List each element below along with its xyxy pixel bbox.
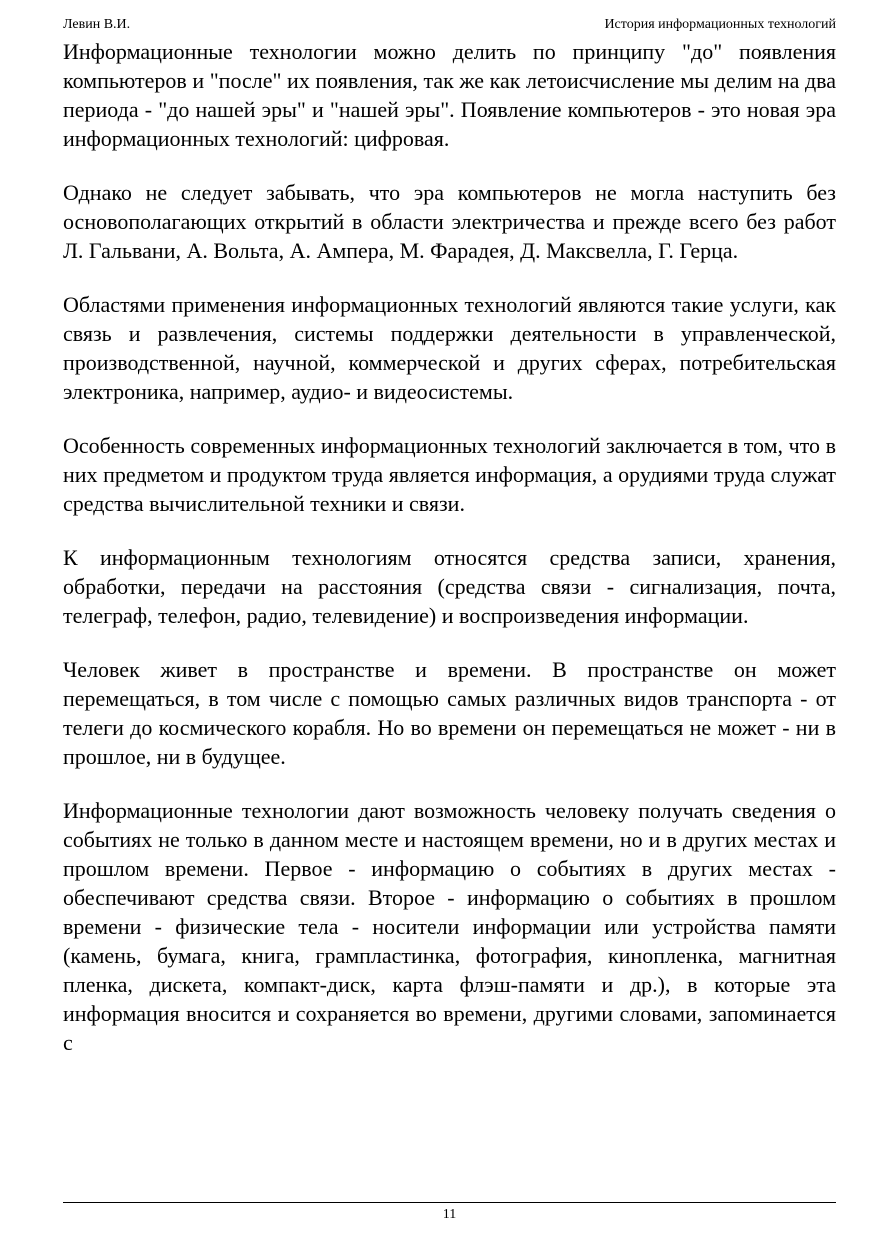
paragraph: Информационные технологии можно делить по принципу "до" появления компьютеров и "после" их появления, так же как летоисчисление мы делим на два периода - "до нашей эры" и "нашей эры". Появление компьютеров - это новая эра информационных технологий: цифровая. <box>63 39 836 151</box>
footer-divider <box>63 1202 836 1203</box>
header-author: Левин В.И. <box>63 17 131 32</box>
paragraph: Однако не следует забывать, что эра компьютеров не могла наступить без основополагающих открытий в области электричества и прежде всего без работ Л. Гальвани, А. Вольта, А. Ампера, М. Фарадея, Д. Максвелла, Г. Герца. <box>63 180 836 263</box>
paragraph: Информационные технологии дают возможность человеку получать сведения о событиях не только в данном месте и настоящем времени, но и в других местах и прошлом времени. Первое - информацию о событиях в других местах - обеспечивают средства связи. Второе - информацию о событиях в прошлом времени - физические тела - носители информации или устройства памяти (камень, бумага, книга, грампластинка, фотография, кинопленка, магнитная пленка, дискета, компакт-диск, карта флэш-памяти и др.), в которые эта информация вносится и сохраняется во времени, другими словами, запоминается с <box>63 798 836 1055</box>
page-number: 11 <box>442 1207 457 1222</box>
paragraph: К информационным технологиям относятся средства записи, хранения, обработки, передачи на расстояния (средства связи - сигнализация, почта, телеграф, телефон, радио, телевидение) и воспроизведения информации. <box>63 545 836 628</box>
document-page <box>63 0 836 1241</box>
paragraph: Человек живет в пространстве и времени. В пространстве он может перемещаться, в том числе с помощью самых различных видов транспорта - от телеги до космического корабля. Но во времени он перемещаться не может - ни в прошлое, ни в будущее. <box>63 657 836 769</box>
paragraph: Особенность современных информационных технологий заключается в том, что в них предметом и продуктом труда является информация, а орудиями труда служат средства вычислительной техники и связи. <box>63 433 836 516</box>
header-title: История информационных технологий <box>604 17 836 32</box>
body-text <box>63 37 836 1057</box>
running-header <box>63 16 836 34</box>
paragraph: Областями применения информационных технологий являются такие услуги, как связь и развлечения, системы поддержки деятельности в управленческой, производственной, научной, коммерческой и других сферах, потребительская электроника, например, аудио- и видеосистемы. <box>63 292 836 404</box>
